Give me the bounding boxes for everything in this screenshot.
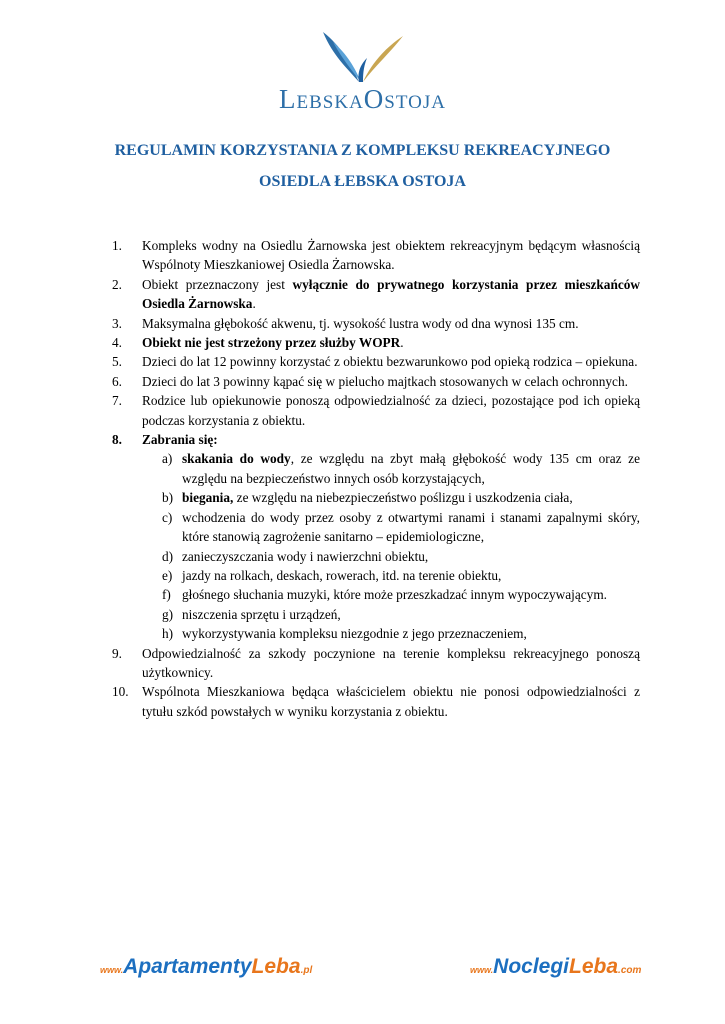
list-item bbox=[112, 644, 640, 683]
sub-item-text: jazdy na rolkach, deskach, rowerach, itd. na terenie obiektu, bbox=[182, 567, 502, 583]
sublist-item bbox=[112, 508, 640, 547]
list-item bbox=[112, 682, 640, 721]
sub-item-text: wchodzenia do wody przez osoby z otwartymi ranami i stanami zapalnymi skóry, które stanowią zagrożenie sanitarno – epidemiologiczne, bbox=[182, 509, 640, 545]
logo bbox=[0, 28, 725, 115]
item-number: 2. bbox=[112, 276, 122, 292]
sub-item-letter: e) bbox=[162, 567, 173, 583]
item-bold-text: Zabrania się: bbox=[142, 432, 218, 448]
sub-item-letter: b) bbox=[162, 490, 174, 506]
item-number: 6. bbox=[112, 373, 122, 389]
list-item bbox=[112, 333, 640, 352]
list-item bbox=[112, 372, 640, 391]
sublist-item bbox=[112, 449, 640, 488]
item-number: 8. bbox=[112, 432, 122, 448]
footer-tld: .pl bbox=[300, 965, 313, 976]
sub-item-bold-text: skakania do wody bbox=[182, 451, 291, 467]
item-text: Odpowiedzialność za szkody poczynione na terenie kompleksu rekreacyjnego ponoszą użytkownicy. bbox=[142, 645, 640, 680]
list-item bbox=[112, 275, 640, 314]
sub-item-letter: a) bbox=[162, 451, 173, 467]
item-bold-text: Obiekt nie jest strzeżony przez służby WOPR bbox=[142, 335, 401, 351]
item-bold-text: wyłącznie do prywatnego korzystania przez mieszkańców Osiedla Żarnowska bbox=[142, 276, 640, 312]
footer-www: www. bbox=[470, 965, 494, 975]
sub-item-text: zanieczyszczania wody i nawierzchni obiektu, bbox=[182, 548, 429, 564]
list-item bbox=[112, 391, 640, 430]
footer-brand-part2: Leba bbox=[569, 955, 619, 978]
sub-item-text: niszczenia sprzętu i urządzeń, bbox=[182, 606, 341, 622]
sublist-item bbox=[112, 624, 640, 643]
sublist-item bbox=[112, 488, 640, 507]
sub-item-letter: d) bbox=[162, 548, 174, 564]
sub-item-text: wykorzystywania kompleksu niezgodnie z jego przeznaczeniem, bbox=[182, 626, 527, 642]
item-text: Wspólnota Mieszkaniowa będąca właścicielem obiektu nie ponosi odpowiedzialności z tytułu szkód powstałych w wyniku korzystania z obiektu. bbox=[142, 684, 640, 719]
sublist-item bbox=[112, 566, 640, 585]
footer-logo-apartamenty[interactable] bbox=[100, 955, 312, 979]
item-text: Rodzice lub opiekunowie ponoszą odpowiedzialność za dzieci, pozostające pod ich opieką podczas korzystania z obiektu. bbox=[142, 393, 640, 428]
regulations-list bbox=[112, 236, 640, 721]
sub-item-text: głośnego słuchania muzyki, które może przeszkadzać innym wypoczywającym. bbox=[182, 587, 607, 603]
footer-tld: .com bbox=[618, 965, 642, 976]
sublist-item bbox=[112, 605, 640, 624]
footer-brand-part1: Apartamenty bbox=[123, 955, 252, 978]
item-number: 7. bbox=[112, 393, 122, 409]
title-line-2: OSIEDLA ŁEBSKA OSTOJA bbox=[259, 173, 466, 190]
list-item bbox=[112, 352, 640, 371]
list-item bbox=[112, 236, 640, 275]
footer-brand-part2: Leba bbox=[251, 955, 301, 978]
item-text: Obiekt przeznaczony jest bbox=[142, 276, 293, 292]
logo-wings-icon bbox=[303, 28, 423, 84]
sub-item-text: ze względu na niebezpieczeństwo poślizgu i uszkodzenia ciała, bbox=[233, 490, 573, 506]
item-text-end: . bbox=[400, 335, 404, 351]
footer-brand-part1: Noclegi bbox=[493, 955, 570, 978]
item-number: 3. bbox=[112, 315, 122, 331]
sub-item-letter: h) bbox=[162, 626, 174, 642]
logo-text: LebskaOstoja bbox=[279, 84, 446, 114]
item-text: Kompleks wodny na Osiedlu Żarnowska jest obiektem rekreacyjnym będącym własnością Wspólnoty Mieszkaniowej Osiedla Żarnowska. bbox=[142, 238, 640, 273]
item-text: Maksymalna głębokość akwenu, tj. wysokość lustra wody od dna wynosi 135 cm. bbox=[142, 315, 579, 331]
sub-item-letter: g) bbox=[162, 606, 174, 622]
item-number: 4. bbox=[112, 335, 122, 351]
list-item bbox=[112, 314, 640, 333]
item-text: Dzieci do lat 3 powinny kąpać się w pielucho majtkach stosowanych w celach ochronnych. bbox=[142, 373, 628, 389]
sublist-item bbox=[112, 547, 640, 566]
item-text-end: . bbox=[252, 296, 256, 312]
item-number: 10. bbox=[112, 684, 129, 700]
sub-item-letter: c) bbox=[162, 509, 173, 525]
sub-item-text: , ze względu na zbyt małą głębokość wody 135 cm oraz ze względu na bezpieczeństwo innych osób korzystających, bbox=[182, 451, 640, 486]
sub-item-bold-text: biegania, bbox=[182, 490, 234, 506]
item-number: 5. bbox=[112, 354, 122, 370]
sublist-item bbox=[112, 585, 640, 604]
footer-www: www. bbox=[100, 965, 124, 975]
title-line-1: REGULAMIN KORZYSTANIA Z KOMPLEKSU REKREACYJNEGO bbox=[114, 142, 611, 159]
list-item bbox=[112, 430, 640, 449]
item-number: 1. bbox=[112, 238, 122, 253]
item-number: 9. bbox=[112, 645, 122, 661]
item-text: Dzieci do lat 12 powinny korzystać z obiektu bezwarunkowo pod opieką rodzica – opiekuna. bbox=[142, 354, 638, 370]
footer-logo-noclegi[interactable] bbox=[470, 955, 641, 979]
sub-item-letter: f) bbox=[162, 587, 171, 603]
